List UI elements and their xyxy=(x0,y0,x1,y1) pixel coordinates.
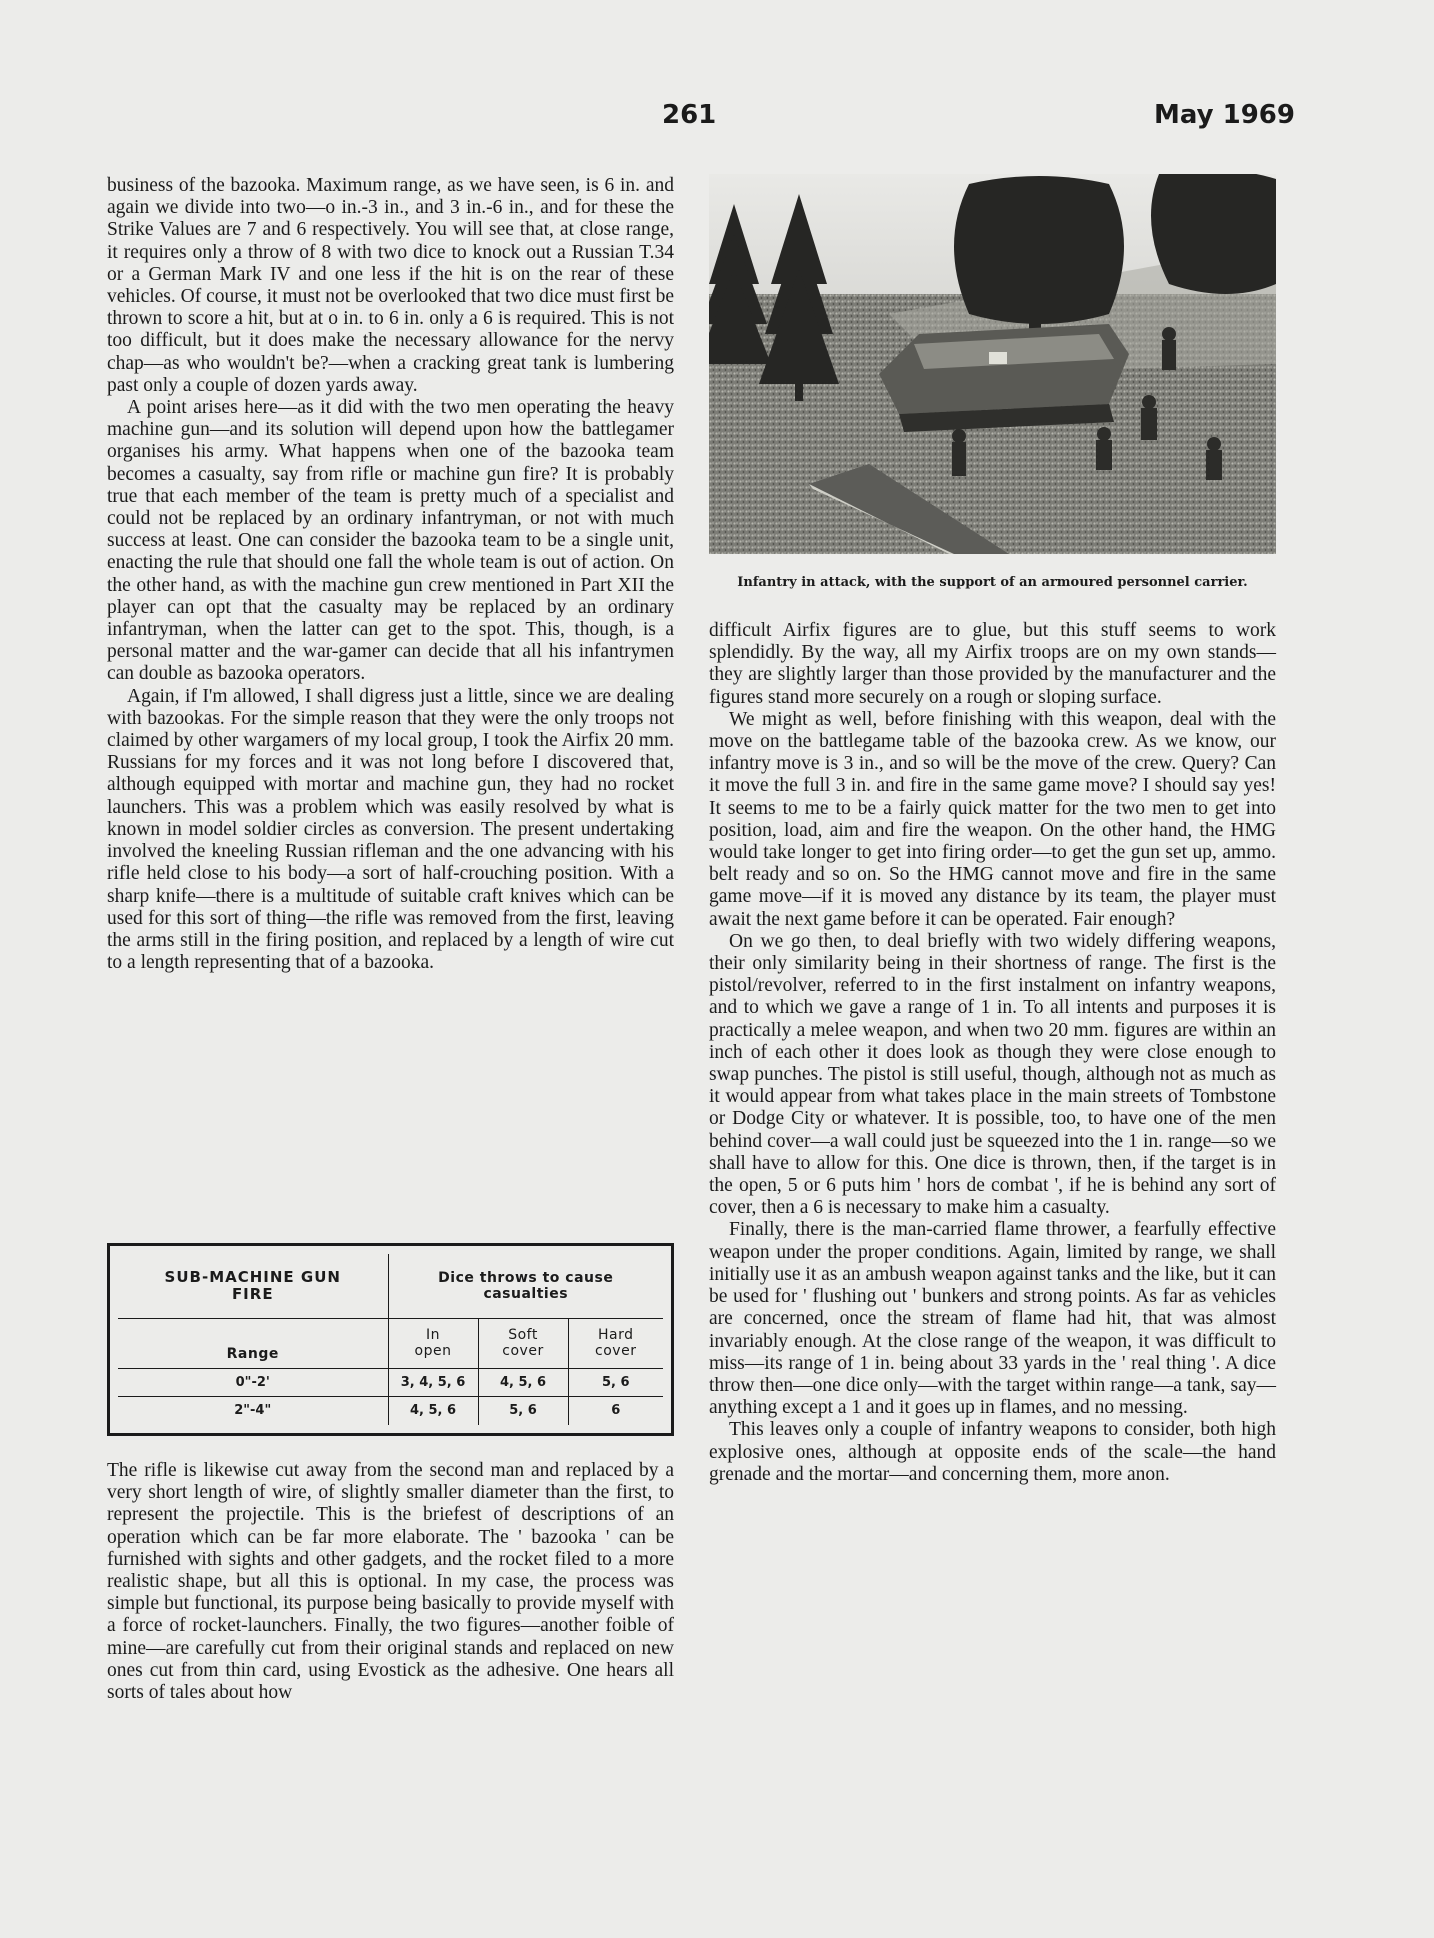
col-header-line: open xyxy=(414,1343,452,1359)
cell-open: 4, 5, 6 xyxy=(388,1396,478,1425)
photo-illustration xyxy=(709,174,1276,554)
paragraph: Again, if I'm allowed, I shall digress just a little, since we are dealing with bazookas. For the simple reason that they were the only troops not claimed by other wargamers of my local group, I took the Airfix 20 mm. Russians for my forces and it was not long before I discovered that, although equipped with mortar and machine gun, they had no rocket launchers. This was a problem which was easily resolved by what is known in model soldier circles as conversion. The present undertaking involved the kneeling Russian rifleman and the one advancing with his rifle held close to his body—a sort of half-crouching position. With a sharp knife—there is a multitude of suitable craft knives which can be used for this sort of thing—the rifle was removed from the first, leaving the arms still in the firing position, and replaced by a length of wire cut to a length representing that of a bazooka. xyxy=(107,685,674,974)
table-title-line: FIRE xyxy=(231,1284,274,1303)
col-header-line: Soft xyxy=(508,1327,538,1343)
left-column-bottom xyxy=(107,1460,674,1780)
col-header-line: cover xyxy=(502,1343,544,1359)
table-title xyxy=(118,1254,388,1318)
paragraph: Finally, there is the man-carried flame thrower, a fearfully effective weapon under the proper conditions. Again, limited by range, we shall initially use it as an ambush weapon against tanks and the like, but it can be used for ' flushing out ' bunkers and strong points. As far as vehicles are concerned, once the stream of flame had hit, that was almost invariably enough. At the close range of the weapon, it was difficult to miss—its range of 1 in. being about 33 yards in the ' real thing '. A dice throw then—one dice only—with the target within range—a tank, say—anything except a 1 and it goes up in flames, and no messing. xyxy=(709,1219,1276,1419)
table-group-line: Dice throws to cause xyxy=(438,1269,614,1286)
photo-caption: Infantry in attack, with the support of an armoured personnel carrier. xyxy=(737,575,1248,590)
col-header-line: cover xyxy=(595,1343,637,1359)
cell-range: 2"-4" xyxy=(118,1396,388,1425)
table-row xyxy=(118,1368,663,1396)
range-header: Range xyxy=(118,1318,388,1368)
paragraph: This leaves only a couple of infantry weapons to consider, both high explosive ones, although at opposite ends of the scale—the hand grenade and the mortar—and concerning them, more anon. xyxy=(709,1419,1276,1485)
smg-fire-table-box xyxy=(107,1243,674,1436)
table-title-line: SUB-MACHINE GUN xyxy=(164,1267,341,1286)
table-group-line: casualties xyxy=(483,1285,569,1302)
right-column xyxy=(709,620,1276,1770)
paragraph: The rifle is likewise cut away from the second man and replaced by a very short length of wire, of slightly smaller diameter than the first, to represent the projectile. This is the briefest of descriptions of an operation which can be far more elaborate. The ' bazooka ' can be furnished with sights and other gadgets, and the rocket filed to a more realistic shape, but all this is optional. In my case, the process was simple but functional, its purpose being basically to provide myself with a force of rocket-launchers. Finally, the two figures—another foible of mine—are carefully cut from their original stands and replaced on new ones cut from thin card, using Evostick as the adhesive. One hears all sorts of tales about how xyxy=(107,1460,674,1704)
cell-hard: 5, 6 xyxy=(568,1368,663,1396)
cell-soft: 4, 5, 6 xyxy=(478,1368,568,1396)
paragraph: difficult Airfix figures are to glue, but this stuff seems to work splendidly. By the way, all my Airfix troops are on my own stands—they are slightly larger than those provided by the manufacturer and the figures stand more securely on a rough or sloping surface. xyxy=(709,620,1276,708)
paragraph: On we go then, to deal briefly with two widely differing weapons, their only similarity being in their shortness of range. The first is the pistol/revolver, referred to in the first instalment on infantry weapons, and to which we gave a range of 1 in. To all intents and purposes it is practically a melee weapon, and when two 20 mm. figures are within an inch of each other it does look as though they were close enough to swap punches. The pistol is still useful, though, although not as much as it would appear from what takes place in the main streets of Tombstone or Dodge City or whatever. It is possible, too, to have one of the men behind cover—a wall could just be squeezed into the 1 in. range—so we shall have to allow for this. One dice is thrown, then, if the target is in the open, 5 or 6 puts him ' hors de combat ', if he is behind any sort of cover, then a 6 is necessary to make him a casualty. xyxy=(709,930,1276,1219)
wargame-photo xyxy=(709,174,1276,554)
cell-soft: 5, 6 xyxy=(478,1396,568,1425)
col-header-soft xyxy=(478,1318,568,1368)
col-header-line: Hard xyxy=(597,1327,634,1343)
table-group-header xyxy=(388,1254,663,1318)
col-header-line: In xyxy=(425,1327,440,1343)
table-row xyxy=(118,1396,663,1425)
paragraph: A point arises here—as it did with the two men operating the heavy machine gun—and its solution will depend upon how the battlegamer organises his army. What happens when one of the bazooka team becomes a casualty, say from rifle or machine gun fire? It is probably true that each member of the team is pretty much of a specialist and could not be replaced by an ordinary infantryman, or not with much success at least. One can consider the bazooka team to be a single unit, enacting the rule that should one fall the whole team is out of action. On the other hand, as with the machine gun crew mentioned in Part XII the player can opt that the casualty may be replaced by an ordinary infantryman, when the latter can get to the spot. This, though, is a personal matter and the war-gamer can decide that all his infantrymen can double as bazooka operators. xyxy=(107,397,674,685)
cell-range: 0"-2' xyxy=(118,1368,388,1396)
cell-hard: 6 xyxy=(568,1396,663,1425)
left-column-top xyxy=(107,175,674,1223)
col-header-hard xyxy=(568,1318,663,1368)
cell-open: 3, 4, 5, 6 xyxy=(388,1368,478,1396)
paragraph: We might as well, before finishing with this weapon, deal with the move on the battlegame table of the bazooka crew. As we know, our infantry move is 3 in., and so will be the move of the crew. Query? Can it move the full 3 in. and fire in the same game move? I should say yes! It seems to me to be a fairly quick matter for the two men to get into position, load, aim and fire the weapon. On the other hand, the HMG would take longer to get into firing order—to get the gun set up, ammo. belt ready and so on. So the HMG cannot move and fire in the same game move—if it is moved any distance by its team, the player must await the next game before it can be operated. Fair enough? xyxy=(709,708,1276,930)
col-header-open xyxy=(388,1318,478,1368)
page-number: 261 xyxy=(662,100,717,130)
issue-date: May 1969 xyxy=(1154,100,1295,130)
paragraph: business of the bazooka. Maximum range, as we have seen, is 6 in. and again we divide into two—o in.-3 in., and 3 in.-6 in., and for these the Strike Values are 7 and 6 respectively. You will see that, at close range, it requires only a throw of 8 with two dice to knock out a Russian T.34 or a German Mark IV and one less if the hit is on the rear of these vehicles. Of course, it must not be overlooked that two dice must first be thrown to score a hit, but at o in. to 6 in. only a 6 is required. This is not too difficult, but it does make the necessary allowance for the nervy chap—as who wouldn't be?—when a cracking great tank is lumbering past only a couple of dozen yards away. xyxy=(107,175,674,396)
smg-fire-table xyxy=(118,1254,663,1425)
